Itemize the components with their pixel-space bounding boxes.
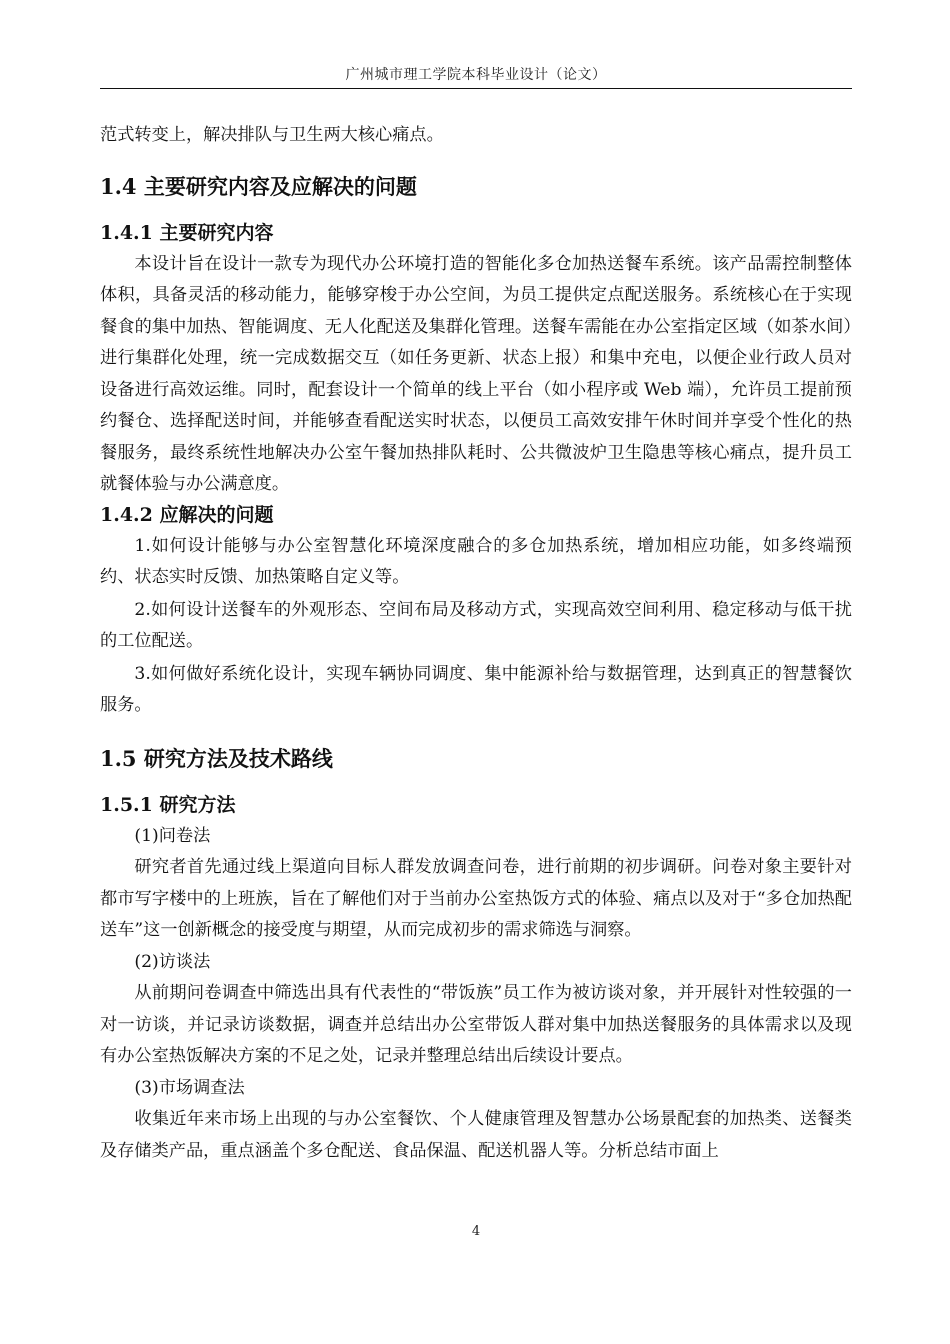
paragraph-question-1: 1.如何设计能够与办公室智慧化环境深度融合的多仓加热系统，增加相应功能，如多终端预约、状态实时反馈、加热策略自定义等。 — [100, 535, 852, 587]
paragraph-method-interview: 从前期问卷调查中筛选出具有代表性的“带饭族”员工作为被访谈对象，并开展针对性较强的一对一访谈，并记录访谈数据，调查并总结出办公室带饭人群对集中加热送餐服务的具体需求以及现有办公室热饭解决方案的不足之处，记录并整理总结出后续设计要点。 — [100, 983, 852, 1066]
running-header: 广州城市理工学院本科毕业设计（论文） — [345, 67, 607, 83]
section-heading-1-5: 1.5 研究方法及技术路线 — [100, 745, 333, 771]
paragraph-research-content: 本设计旨在设计一款专为现代办公环境打造的智能化多仓加热送餐车系统。该产品需控制整体体积，具备灵活的移动能力，能够穿梭于办公空间，为员工提供定点配送服务。系统核心在于实现餐食的集中加热、智能调度、无人化配送及集群化管理。送餐车需能在办公室指定区域（如茶水间）进行集群化处理，统一完成数据交互（如任务更新、状态上报）和集中充电，以便企业行政人员对设备进行高效运维。同时，配套设计一个简单的线上平台（如小程序或 Web 端），允许员工提前预约餐仓、选择配送时间，并能够查看配送实时状态，以便员工高效安排午休时间并享受个性化的热餐服务，最终系统性地解决办公室午餐加热排队耗时、公共微波炉卫生隐患等核心痛点，提升员工就餐体验与办公满意度。 — [100, 253, 852, 494]
subsection-heading-1-4-2: 1.4.2 应解决的问题 — [100, 503, 274, 526]
method-title-questionnaire: (1)问卷法 — [134, 825, 211, 846]
paragraph-question-2: 2.如何设计送餐车的外观形态、空间布局及移动方式，实现高效空间利用、稳定移动与低干扰的工位配送。 — [100, 599, 852, 651]
method-title-market-research: (3)市场调查法 — [134, 1077, 245, 1098]
paragraph-method-market-research: 收集近年来市场上出现的与办公室餐饮、个人健康管理及智慧办公场景配套的加热类、送餐类及存储类产品，重点涵盖个多仓配送、食品保温、配送机器人等。分析总结市面上 — [100, 1109, 852, 1161]
subsection-heading-1-4-1: 1.4.1 主要研究内容 — [100, 221, 274, 244]
subsection-heading-1-5-1: 1.5.1 研究方法 — [100, 793, 236, 816]
section-heading-1-4: 1.4 主要研究内容及应解决的问题 — [100, 173, 417, 199]
header-rule — [100, 88, 852, 89]
paragraph-method-questionnaire: 研究者首先通过线上渠道向目标人群发放调查问卷，进行前期的初步调研。问卷对象主要针对都市写字楼中的上班族，旨在了解他们对于当前办公室热饭方式的体验、痛点以及对于“多仓加热配送车”这一创新概念的接受度与期望，从而完成初步的需求筛选与洞察。 — [100, 857, 852, 940]
page-number: 4 — [471, 1224, 481, 1239]
method-title-interview: (2)访谈法 — [134, 951, 211, 972]
paragraph-intro: 范式转变上，解决排队与卫生两大核心痛点。 — [100, 125, 444, 145]
page-content — [100, 120, 852, 1167]
paragraph-question-3: 3.如何做好系统化设计，实现车辆协同调度、集中能源补给与数据管理，达到真正的智慧餐饮服务。 — [100, 663, 852, 715]
